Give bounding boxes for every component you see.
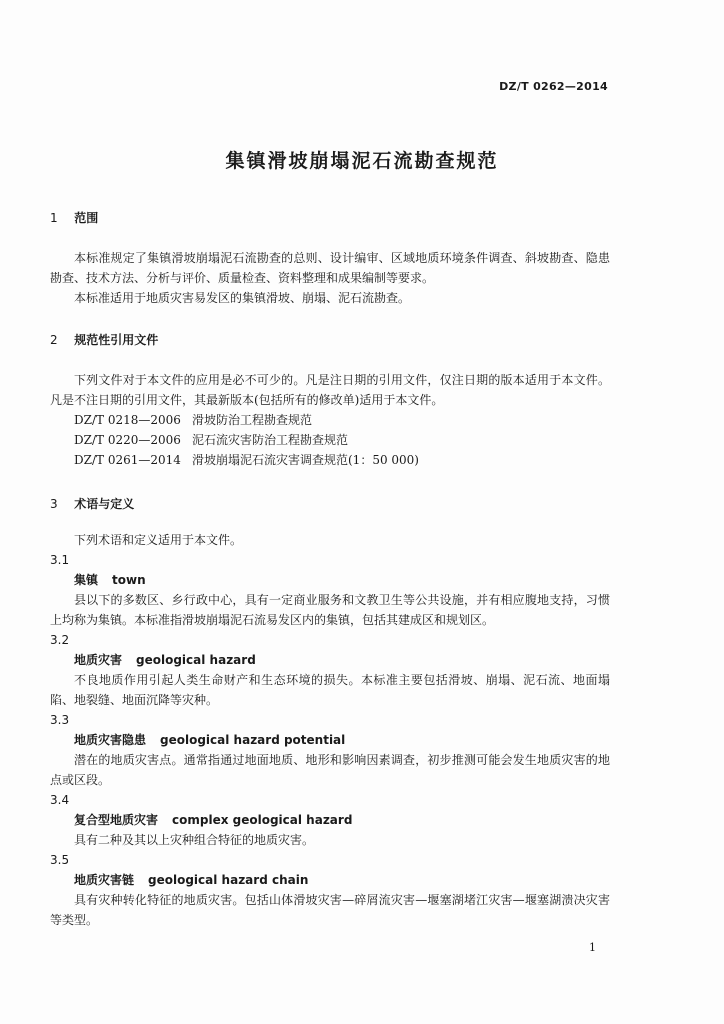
term-entry [50,870,610,890]
term-definition: 县以下的多数区、乡行政中心，具有一定商业服务和文教卫生等公共设施，并有相应腹地支持，习惯上均称为集镇。本标准指滑坡崩塌泥石流易发区内的集镇，包括其建成区和规划区。 [50,593,610,627]
reference-item [50,410,610,430]
term-definition: 潜在的地质灾害点。通常指通过地面地质、地形和影响因素调查，初步推测可能会发生地质灾害的地点或区段。 [50,753,610,787]
section-1 [50,208,610,228]
paragraph: 本标准适用于地质灾害易发区的集镇滑坡、崩塌、泥石流勘查。 [74,291,411,305]
reference-code: DZ/T 0218—2006 [74,413,181,427]
section-2-heading [50,330,610,350]
term-entry [50,730,610,750]
document-title: 集镇滑坡崩塌泥石流勘查规范 [225,150,499,172]
reference-item [50,450,610,470]
clause-number: 3.5 [50,853,70,867]
paragraph: 下列术语和定义适用于本文件。 [74,533,243,547]
section-number: 2 [50,333,58,347]
term-definition: 不良地质作用引起人类生命财产和生态环境的损失。本标准主要包括滑坡、崩塌、泥石流、地面塌陷、地裂缝、地面沉降等灾种。 [50,673,610,707]
term-english: town [112,573,146,587]
standard-code: DZ/T 0262—2014 [499,80,608,93]
term-chinese: 地质灾害隐患 [74,733,147,747]
section-1-body [50,248,610,308]
term-definition: 具有二种及其以上灾种组合特征的地质灾害。 [74,833,315,847]
section-2 [50,330,610,350]
term-chinese: 复合型地质灾害 [74,813,159,827]
clause-number: 3.2 [50,633,70,647]
section-title: 术语与定义 [74,497,135,511]
reference-code: DZ/T 0220—2006 [74,433,181,447]
term-entry [50,650,610,670]
page-number: 1 [589,941,596,954]
section-2-body [50,370,610,470]
term-chinese: 地质灾害链 [74,873,135,887]
section-3 [50,494,610,514]
paragraph: 下列文件对于本文件的应用是必不可少的。凡是注日期的引用文件，仅注日期的版本适用于本文件。凡是不注日期的引用文件，其最新版本(包括所有的修改单)适用于本文件。 [50,373,610,407]
term-english: geological hazard [136,653,256,667]
clause-number: 3.3 [50,713,70,727]
paragraph: 本标准规定了集镇滑坡崩塌泥石流勘查的总则、设计编审、区域地质环境条件调查、斜坡勘查、隐患勘查、技术方法、分析与评价、质量检查、资料整理和成果编制等要求。 [50,251,610,285]
term-english: complex geological hazard [172,813,353,827]
term-chinese: 地质灾害 [74,653,123,667]
section-3-heading [50,494,610,514]
term-chinese: 集镇 [74,573,99,587]
term-definition: 具有灾种转化特征的地质灾害。包括山体滑坡灾害—碎屑流灾害—堰塞湖堵江灾害—堰塞湖溃决灾害等类型。 [50,893,610,927]
section-1-heading [50,208,610,228]
term-entry [50,570,610,590]
reference-name: 滑坡防治工程勘查规范 [192,413,313,427]
term-entry [50,810,610,830]
section-number: 3 [50,497,58,511]
section-3-body [50,530,610,930]
term-english: geological hazard potential [160,733,346,747]
section-title: 范围 [74,211,99,225]
reference-name: 泥石流灾害防治工程勘查规范 [192,433,349,447]
section-number: 1 [50,211,58,225]
term-english: geological hazard chain [148,873,309,887]
reference-code: DZ/T 0261—2014 [74,453,181,467]
reference-item [50,430,610,450]
clause-number: 3.4 [50,793,70,807]
clause-number: 3.1 [50,553,70,567]
reference-name: 滑坡崩塌泥石流灾害调查规范(1：50 000) [192,453,419,467]
section-title: 规范性引用文件 [74,333,159,347]
